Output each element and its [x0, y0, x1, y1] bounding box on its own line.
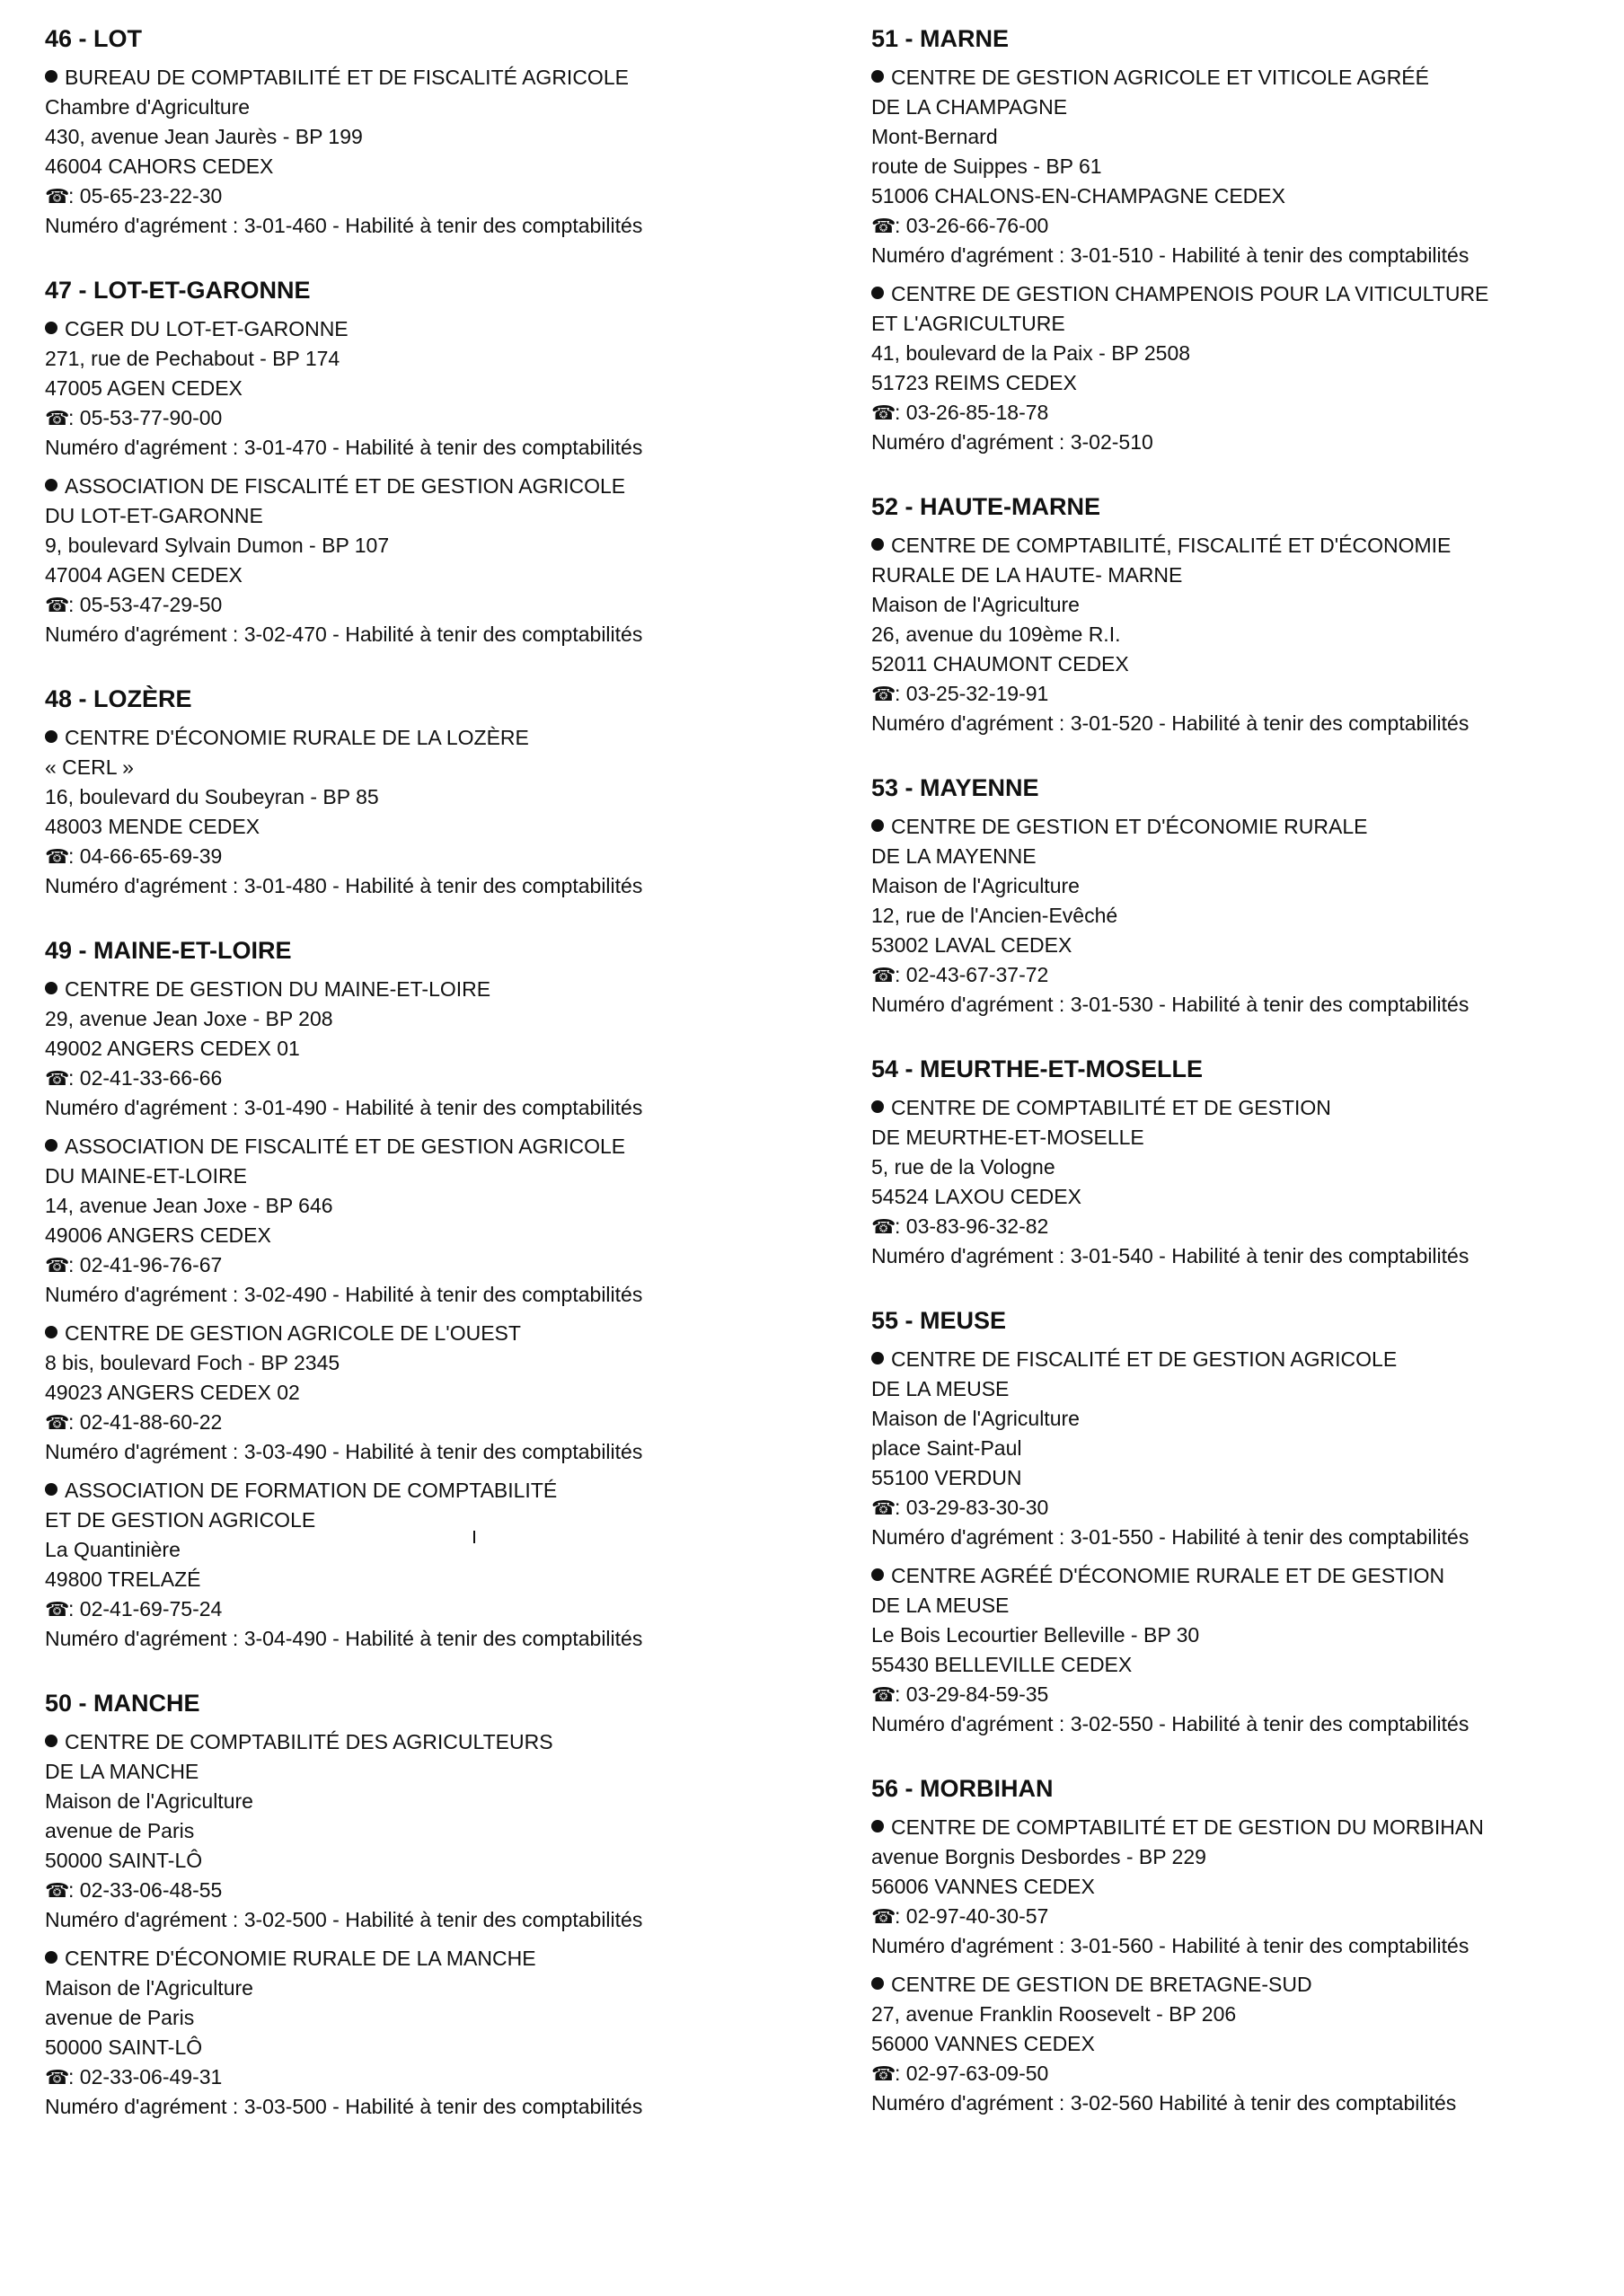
address-line: Mont-Bernard: [871, 125, 998, 148]
address-line: 51723 REIMS CEDEX: [871, 371, 1077, 394]
bullet-icon: [871, 1977, 884, 1990]
stray-mark: [473, 1531, 475, 1543]
organization-entry: [45, 472, 835, 649]
phone-number: : 03-26-85-18-78: [895, 401, 1049, 424]
telephone-icon: ☎: [871, 1497, 896, 1519]
bullet-icon: [45, 1326, 57, 1338]
agrement-number: Numéro d'agrément : 3-01-470 - Habilité à tenir des comptabilités: [45, 436, 643, 459]
address-line: 5, rue de la Vologne: [871, 1155, 1055, 1179]
address-line: 54524 LAXOU CEDEX: [871, 1185, 1081, 1208]
organization-name: [871, 842, 1624, 871]
left-column: [45, 23, 835, 2156]
telephone-icon: ☎: [871, 215, 896, 237]
organization-entry: [45, 975, 835, 1123]
organization-name: [45, 1944, 835, 1974]
department-section: [45, 935, 835, 1654]
organization-entry: [871, 1813, 1624, 1961]
organization-name-text: CENTRE AGRÉÉ D'ÉCONOMIE RURALE ET DE GESTION: [891, 1564, 1445, 1587]
organization-entry: [871, 531, 1624, 738]
organization-entry: [871, 1093, 1624, 1271]
organization-name: [45, 1757, 835, 1787]
address-line: 26, avenue du 109ème R.I.: [871, 623, 1121, 646]
agrement-number: Numéro d'agrément : 3-02-560 Habilité à tenir des comptabilités: [871, 2091, 1457, 2115]
telephone-icon: ☎: [871, 683, 896, 705]
address-line: 53002 LAVAL CEDEX: [871, 933, 1072, 957]
telephone-icon: ☎: [871, 1683, 896, 1706]
department-title: 49 - MAINE-ET-LOIRE: [45, 937, 292, 964]
department-title: 55 - MEUSE: [871, 1307, 1007, 1334]
organization-name: [45, 1319, 835, 1348]
address-line: Maison de l'Agriculture: [871, 593, 1080, 616]
organization-name-text: ASSOCIATION DE FORMATION DE COMPTABILITÉ: [65, 1479, 558, 1502]
organization-name-text: « CERL »: [45, 755, 134, 779]
organization-name: [45, 472, 835, 501]
telephone-icon: ☎: [45, 1598, 70, 1620]
organization-name-text: RURALE DE LA HAUTE- MARNE: [871, 563, 1183, 587]
organization-name: [45, 314, 835, 344]
phone-line: [45, 842, 835, 871]
address-line: 50000 SAINT-LÔ: [45, 1849, 203, 1872]
organization-name-text: CENTRE DE COMPTABILITÉ ET DE GESTION DU MORBIHAN: [891, 1815, 1484, 1839]
address-line: 47004 AGEN CEDEX: [45, 563, 243, 587]
agrement-number: Numéro d'agrément : 3-01-510 - Habilité à tenir des comptabilités: [871, 243, 1470, 267]
bullet-icon: [871, 1100, 884, 1113]
address-line: La Quantinière: [45, 1538, 181, 1561]
agrement-number: Numéro d'agrément : 3-04-490 - Habilité à tenir des comptabilités: [45, 1627, 643, 1650]
telephone-icon: ☎: [45, 1411, 70, 1434]
department-section: [871, 23, 1624, 457]
organization-entry: [45, 1132, 835, 1310]
bullet-icon: [45, 1735, 57, 1747]
organization-name-text: DU MAINE-ET-LOIRE: [45, 1164, 247, 1188]
phone-line: [871, 1680, 1624, 1709]
organization-entry: [871, 1345, 1624, 1552]
telephone-icon: ☎: [45, 407, 70, 429]
organization-name: [45, 753, 835, 782]
agrement-number: Numéro d'agrément : 3-02-510: [871, 430, 1153, 454]
organization-entry: [45, 723, 835, 901]
phone-line: [45, 1876, 835, 1905]
address-line: 14, avenue Jean Joxe - BP 646: [45, 1194, 333, 1217]
organization-name-text: ET L'AGRICULTURE: [871, 312, 1065, 335]
agrement-number: Numéro d'agrément : 3-01-460 - Habilité à tenir des comptabilités: [45, 214, 643, 237]
phone-number: : 02-41-96-76-67: [68, 1253, 223, 1276]
organization-name: [45, 1132, 835, 1161]
department-section: [45, 684, 835, 901]
organization-name-text: CENTRE DE GESTION CHAMPENOIS POUR LA VITICULTURE: [891, 282, 1489, 305]
address-line: avenue de Paris: [45, 2006, 195, 2029]
organization-name-text: CENTRE D'ÉCONOMIE RURALE DE LA MANCHE: [65, 1947, 536, 1970]
agrement-number: Numéro d'agrément : 3-01-490 - Habilité à tenir des comptabilités: [45, 1096, 643, 1119]
agrement-number: Numéro d'agrément : 3-03-500 - Habilité à tenir des comptabilités: [45, 2095, 643, 2118]
phone-number: : 02-41-69-75-24: [68, 1597, 223, 1620]
organization-name-text: CENTRE D'ÉCONOMIE RURALE DE LA LOZÈRE: [65, 726, 529, 749]
agrement-number: Numéro d'agrément : 3-01-550 - Habilité à tenir des comptabilités: [871, 1525, 1470, 1549]
address-line: 49023 ANGERS CEDEX 02: [45, 1381, 300, 1404]
bullet-icon: [45, 322, 57, 334]
organization-name: [871, 531, 1624, 561]
bullet-icon: [45, 1483, 57, 1496]
bullet-icon: [871, 287, 884, 299]
department-title: 51 - MARNE: [871, 25, 1010, 52]
address-line: 56000 VANNES CEDEX: [871, 2032, 1095, 2055]
phone-line: [45, 1250, 835, 1280]
department-section: [45, 275, 835, 649]
organization-entry: [871, 1970, 1624, 2118]
organization-name-text: ASSOCIATION DE FISCALITÉ ET DE GESTION AGRICOLE: [65, 474, 626, 498]
organization-name: [871, 1561, 1624, 1591]
phone-line: [871, 2059, 1624, 2088]
organization-name-text: CENTRE DE GESTION DU MAINE-ET-LOIRE: [65, 977, 491, 1001]
phone-number: : 02-97-40-30-57: [895, 1904, 1049, 1928]
organization-name: [871, 63, 1624, 93]
bullet-icon: [45, 1951, 57, 1964]
agrement-number: Numéro d'agrément : 3-01-560 - Habilité à tenir des comptabilités: [871, 1934, 1470, 1957]
phone-number: : 05-53-77-90-00: [68, 406, 223, 429]
address-line: 41, boulevard de la Paix - BP 2508: [871, 341, 1191, 365]
organization-entry: [871, 1561, 1624, 1739]
agrement-number: Numéro d'agrément : 3-02-500 - Habilité à tenir des comptabilités: [45, 1908, 643, 1931]
organization-name: [45, 501, 835, 531]
phone-number: : 02-41-33-66-66: [68, 1066, 223, 1090]
bullet-icon: [871, 1352, 884, 1364]
agrement-number: Numéro d'agrément : 3-01-480 - Habilité à tenir des comptabilités: [45, 874, 643, 897]
telephone-icon: ☎: [871, 1905, 896, 1928]
bullet-icon: [871, 1568, 884, 1581]
department-title: 52 - HAUTE-MARNE: [871, 493, 1101, 520]
bullet-icon: [871, 538, 884, 551]
bullet-icon: [871, 70, 884, 83]
department-section: [45, 1688, 835, 2122]
address-line: 46004 CAHORS CEDEX: [45, 155, 274, 178]
organization-name-text: CENTRE DE GESTION DE BRETAGNE-SUD: [891, 1973, 1312, 1996]
address-line: 271, rue de Pechabout - BP 174: [45, 347, 340, 370]
address-line: 9, boulevard Sylvain Dumon - BP 107: [45, 534, 390, 557]
telephone-icon: ☎: [45, 594, 70, 616]
agrement-number: Numéro d'agrément : 3-03-490 - Habilité à tenir des comptabilités: [45, 1440, 643, 1463]
organization-name-text: CENTRE DE COMPTABILITÉ ET DE GESTION: [891, 1096, 1331, 1119]
telephone-icon: ☎: [45, 1067, 70, 1090]
organization-name-text: ET DE GESTION AGRICOLE: [45, 1508, 316, 1532]
organization-name-text: DE LA MEUSE: [871, 1594, 1010, 1617]
organization-name: [45, 1727, 835, 1757]
phone-line: [871, 679, 1624, 709]
phone-number: : 03-29-84-59-35: [895, 1682, 1049, 1706]
department-title: 48 - LOZÈRE: [45, 685, 192, 712]
organization-name-text: CENTRE DE COMPTABILITÉ DES AGRICULTEURS: [65, 1730, 553, 1753]
agrement-number: Numéro d'agrément : 3-02-470 - Habilité à tenir des comptabilités: [45, 623, 643, 646]
bullet-icon: [45, 1139, 57, 1152]
address-line: 50000 SAINT-LÔ: [45, 2035, 203, 2059]
phone-line: [45, 403, 835, 433]
phone-number: : 04-66-65-69-39: [68, 844, 223, 868]
address-line: Le Bois Lecourtier Belleville - BP 30: [871, 1623, 1200, 1647]
address-line: Chambre d'Agriculture: [45, 95, 251, 119]
organization-name-text: DE LA MEUSE: [871, 1377, 1010, 1400]
phone-number: : 02-41-88-60-22: [68, 1410, 223, 1434]
phone-number: : 03-26-66-76-00: [895, 214, 1049, 237]
department-section: [871, 1305, 1624, 1739]
organization-name-text: CENTRE DE GESTION AGRICOLE DE L'OUEST: [65, 1321, 521, 1345]
telephone-icon: ☎: [871, 402, 896, 424]
organization-name: [871, 1093, 1624, 1123]
department-title: 54 - MEURTHE-ET-MOSELLE: [871, 1055, 1204, 1082]
organization-name: [45, 975, 835, 1004]
telephone-icon: ☎: [45, 1254, 70, 1276]
agrement-number: Numéro d'agrément : 3-01-540 - Habilité à tenir des comptabilités: [871, 1244, 1470, 1267]
organization-name: [871, 279, 1624, 309]
address-line: avenue de Paris: [45, 1819, 195, 1842]
telephone-icon: ☎: [45, 2066, 70, 2088]
department-section: [871, 491, 1624, 738]
address-line: 16, boulevard du Soubeyran - BP 85: [45, 785, 379, 808]
address-line: Maison de l'Agriculture: [871, 874, 1080, 897]
organization-name-text: DU LOT-ET-GARONNE: [45, 504, 263, 527]
telephone-icon: ☎: [45, 185, 70, 208]
organization-name-text: CENTRE DE GESTION ET D'ÉCONOMIE RURALE: [891, 815, 1368, 838]
phone-line: [45, 181, 835, 211]
bullet-icon: [45, 982, 57, 994]
organization-entry: [45, 1319, 835, 1467]
phone-number: : 05-53-47-29-50: [68, 593, 223, 616]
phone-line: [45, 1594, 835, 1624]
organization-entry: [871, 812, 1624, 1020]
address-line: 55100 VERDUN: [871, 1466, 1022, 1489]
address-line: route de Suippes - BP 61: [871, 155, 1102, 178]
organization-name: [871, 1345, 1624, 1374]
address-line: Maison de l'Agriculture: [45, 1789, 253, 1813]
organization-name: [45, 1161, 835, 1191]
organization-name: [871, 1970, 1624, 2000]
phone-number: : 02-33-06-48-55: [68, 1878, 223, 1902]
organization-entry: [45, 1727, 835, 1935]
department-title: 47 - LOT-ET-GARONNE: [45, 277, 311, 304]
address-line: 55430 BELLEVILLE CEDEX: [871, 1653, 1133, 1676]
phone-number: : 03-25-32-19-91: [895, 682, 1049, 705]
address-line: place Saint-Paul: [871, 1436, 1022, 1460]
organization-name: [45, 63, 835, 93]
address-line: 8 bis, boulevard Foch - BP 2345: [45, 1351, 340, 1374]
department-title: 50 - MANCHE: [45, 1690, 200, 1717]
address-line: Maison de l'Agriculture: [871, 1407, 1080, 1430]
address-line: 49002 ANGERS CEDEX 01: [45, 1037, 300, 1060]
bullet-icon: [45, 479, 57, 491]
department-section: [871, 1773, 1624, 2118]
agrement-number: Numéro d'agrément : 3-01-530 - Habilité à tenir des comptabilités: [871, 993, 1470, 1016]
department-title: 56 - MORBIHAN: [871, 1775, 1054, 1802]
phone-line: [45, 590, 835, 620]
address-line: 29, avenue Jean Joxe - BP 208: [45, 1007, 333, 1030]
telephone-icon: ☎: [871, 964, 896, 986]
organization-name: [871, 1591, 1624, 1620]
organization-entry: [45, 63, 835, 241]
agrement-number: Numéro d'agrément : 3-02-490 - Habilité à tenir des comptabilités: [45, 1283, 643, 1306]
organization-entry: [45, 1944, 835, 2122]
phone-number: : 02-97-63-09-50: [895, 2062, 1049, 2085]
organization-name-text: DE LA MANCHE: [45, 1760, 199, 1783]
organization-entry: [45, 1476, 835, 1654]
address-line: 52011 CHAUMONT CEDEX: [871, 652, 1129, 676]
phone-line: [871, 1212, 1624, 1241]
organization-name: [45, 723, 835, 753]
department-section: [871, 1054, 1624, 1271]
telephone-icon: ☎: [871, 2062, 896, 2085]
address-line: avenue Borgnis Desbordes - BP 229: [871, 1845, 1206, 1868]
address-line: 430, avenue Jean Jaurès - BP 199: [45, 125, 363, 148]
organization-entry: [45, 314, 835, 463]
bullet-icon: [45, 730, 57, 743]
organization-name: [871, 309, 1624, 339]
organization-name-text: CENTRE DE GESTION AGRICOLE ET VITICOLE AGRÉÉ: [891, 66, 1429, 89]
organization-name: [871, 1123, 1624, 1152]
phone-line: [45, 2062, 835, 2092]
telephone-icon: ☎: [871, 1215, 896, 1238]
department-title: 46 - LOT: [45, 25, 143, 52]
address-line: 56006 VANNES CEDEX: [871, 1875, 1095, 1898]
organization-name: [871, 93, 1624, 122]
organization-name: [871, 1374, 1624, 1404]
bullet-icon: [871, 1820, 884, 1832]
address-line: 49800 TRELAZÉ: [45, 1567, 201, 1591]
organization-name: [871, 561, 1624, 590]
phone-number: : 02-33-06-49-31: [68, 2065, 223, 2088]
organization-name-text: DE LA CHAMPAGNE: [871, 95, 1068, 119]
phone-line: [871, 1902, 1624, 1931]
agrement-number: Numéro d'agrément : 3-01-520 - Habilité à tenir des comptabilités: [871, 711, 1470, 735]
organization-name-text: CENTRE DE FISCALITÉ ET DE GESTION AGRICOLE: [891, 1347, 1398, 1371]
phone-line: [45, 1408, 835, 1437]
phone-line: [871, 1493, 1624, 1523]
phone-number: : 03-29-83-30-30: [895, 1496, 1049, 1519]
telephone-icon: ☎: [45, 1879, 70, 1902]
right-column: [871, 23, 1624, 2152]
organization-name: [871, 1813, 1624, 1842]
address-line: 47005 AGEN CEDEX: [45, 376, 243, 400]
address-line: 49006 ANGERS CEDEX: [45, 1223, 271, 1247]
address-line: 27, avenue Franklin Roosevelt - BP 206: [871, 2002, 1237, 2026]
organization-name-text: DE LA MAYENNE: [871, 844, 1037, 868]
organization-name: [871, 812, 1624, 842]
bullet-icon: [45, 70, 57, 83]
phone-number: : 03-83-96-32-82: [895, 1214, 1049, 1238]
agrement-number: Numéro d'agrément : 3-02-550 - Habilité à tenir des comptabilités: [871, 1712, 1470, 1735]
organization-name-text: BUREAU DE COMPTABILITÉ ET DE FISCALITÉ AGRICOLE: [65, 66, 629, 89]
bullet-icon: [871, 819, 884, 832]
organization-entry: [871, 279, 1624, 457]
phone-line: [871, 960, 1624, 990]
organization-name: [45, 1506, 835, 1535]
organization-name-text: CGER DU LOT-ET-GARONNE: [65, 317, 349, 340]
telephone-icon: ☎: [45, 845, 70, 868]
department-section: [45, 23, 835, 241]
department-title: 53 - MAYENNE: [871, 774, 1039, 801]
phone-number: : 02-43-67-37-72: [895, 963, 1049, 986]
address-line: 12, rue de l'Ancien-Evêché: [871, 904, 1118, 927]
organization-name-text: DE MEURTHE-ET-MOSELLE: [871, 1126, 1144, 1149]
phone-line: [45, 1064, 835, 1093]
organization-name-text: ASSOCIATION DE FISCALITÉ ET DE GESTION AGRICOLE: [65, 1135, 626, 1158]
address-line: 48003 MENDE CEDEX: [45, 815, 260, 838]
phone-number: : 05-65-23-22-30: [68, 184, 223, 208]
phone-line: [871, 211, 1624, 241]
organization-name: [45, 1476, 835, 1506]
phone-line: [871, 398, 1624, 428]
organization-entry: [871, 63, 1624, 270]
organization-name-text: CENTRE DE COMPTABILITÉ, FISCALITÉ ET D'ÉCONOMIE: [891, 534, 1452, 557]
department-section: [871, 773, 1624, 1020]
address-line: 51006 CHALONS-EN-CHAMPAGNE CEDEX: [871, 184, 1285, 208]
address-line: Maison de l'Agriculture: [45, 1976, 253, 2000]
